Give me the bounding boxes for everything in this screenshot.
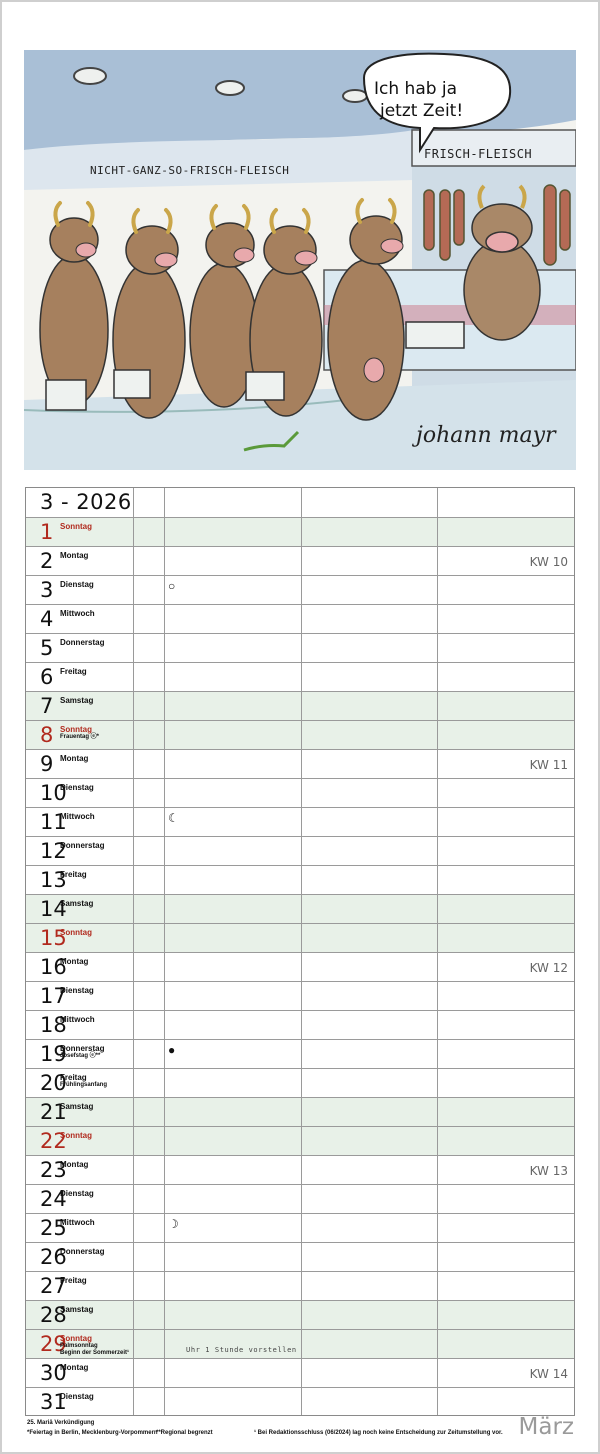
day-number: 16 (40, 955, 67, 979)
day-name: Sonntag (60, 522, 92, 531)
day-number: 29 (40, 1332, 67, 1356)
day-row[interactable] (26, 894, 574, 923)
day-name: Montag (60, 1160, 89, 1169)
day-number: 20 (40, 1071, 67, 1095)
calendar-week: KW 13 (529, 1164, 568, 1178)
day-row[interactable] (26, 1300, 574, 1329)
day-row[interactable] (26, 836, 574, 865)
month-label: März (518, 1414, 574, 1440)
day-row[interactable] (26, 749, 574, 778)
day-name: Montag (60, 957, 89, 966)
day-number: 27 (40, 1274, 67, 1298)
sign-right: FRISCH-FLEISCH (424, 147, 533, 161)
day-note: Palmsonntag Beginn der Sommerzeit¹ (60, 1343, 130, 1356)
day-row[interactable] (26, 1387, 574, 1416)
speech-line-1: Ich hab ja (374, 79, 458, 99)
day-row[interactable] (26, 1039, 574, 1068)
calendar-week: KW 11 (529, 758, 568, 772)
day-name: Sonntag (60, 725, 92, 734)
day-number: 24 (40, 1187, 67, 1211)
day-row[interactable] (26, 575, 574, 604)
day-number: 19 (40, 1042, 67, 1066)
calendar-week: KW 10 (529, 555, 568, 569)
day-number: 11 (40, 810, 67, 834)
day-name: Samstag (60, 1102, 94, 1111)
cartoon-illustration (24, 50, 576, 470)
day-row[interactable] (26, 981, 574, 1010)
day-name: Samstag (60, 1305, 94, 1314)
day-row[interactable] (26, 517, 574, 546)
day-name: Montag (60, 754, 89, 763)
speech-line-2: jetzt Zeit! (380, 101, 464, 121)
day-number: 18 (40, 1013, 67, 1037)
day-name: Samstag (60, 696, 94, 705)
day-number: 26 (40, 1245, 67, 1269)
footnote-holiday: 25. Mariä Verkündigung (27, 1420, 95, 1426)
day-name: Dienstag (60, 986, 94, 995)
day-name: Dienstag (60, 1392, 94, 1401)
day-row[interactable] (26, 1358, 574, 1387)
day-name: Dienstag (60, 783, 94, 792)
day-note: Frühlingsanfang (60, 1082, 107, 1088)
day-name: Donnerstag (60, 841, 105, 850)
day-number: 8 (40, 723, 54, 747)
day-row[interactable] (26, 691, 574, 720)
day-name: Freitag (60, 870, 87, 879)
month-year-title: 3 - 2026 (40, 490, 132, 514)
day-number: 14 (40, 897, 67, 921)
artist-signature: johann mayr (416, 423, 556, 448)
day-row[interactable] (26, 778, 574, 807)
calendar-week: KW 14 (529, 1367, 568, 1381)
day-number: 25 (40, 1216, 67, 1240)
day-number: 31 (40, 1390, 67, 1414)
handwritten-note: Uhr 1 Stunde vorstellen (186, 1346, 297, 1354)
day-row[interactable] (26, 1271, 574, 1300)
day-row[interactable] (26, 604, 574, 633)
day-number: 5 (40, 636, 54, 660)
day-row[interactable] (26, 1068, 574, 1097)
day-name: Sonntag (60, 1131, 92, 1140)
day-name: Dienstag (60, 580, 94, 589)
day-number: 9 (40, 752, 54, 776)
day-row[interactable] (26, 546, 574, 575)
calendar-header (26, 488, 574, 517)
day-number: 30 (40, 1361, 67, 1385)
day-note: Josefstag ⓔ** (60, 1053, 101, 1059)
day-number: 6 (40, 665, 54, 689)
day-row[interactable] (26, 720, 574, 749)
day-number: 4 (40, 607, 54, 631)
day-name: Sonntag (60, 1334, 92, 1343)
footnote-feiertag: *Feiertag in Berlin, Mecklenburg-Vorpommern (27, 1430, 158, 1436)
moon-phase-icon: ○ (168, 579, 176, 593)
moon-phase-icon: ● (168, 1043, 176, 1057)
day-row[interactable] (26, 952, 574, 981)
day-name: Mittwoch (60, 1015, 95, 1024)
day-number: 3 (40, 578, 54, 602)
day-number: 1 (40, 520, 54, 544)
day-name: Sonntag (60, 928, 92, 937)
day-number: 2 (40, 549, 54, 573)
day-number: 17 (40, 984, 67, 1008)
calendar-week: KW 12 (529, 961, 568, 975)
day-name: Montag (60, 551, 89, 560)
day-name: Montag (60, 1363, 89, 1372)
day-row[interactable] (26, 1010, 574, 1039)
day-name: Mittwoch (60, 1218, 95, 1227)
moon-phase-icon: ☽ (168, 1217, 179, 1231)
day-number: 28 (40, 1303, 67, 1327)
day-row[interactable] (26, 865, 574, 894)
day-note: Frauentag ⓔ* (60, 734, 100, 740)
moon-phase-icon: ☾ (168, 811, 179, 825)
day-number: 13 (40, 868, 67, 892)
day-name: Donnerstag (60, 638, 105, 647)
day-row[interactable] (26, 1329, 574, 1358)
day-name: Donnerstag (60, 1247, 105, 1256)
day-name: Mittwoch (60, 609, 95, 618)
footnote-zeitumstellung: ¹ Bei Redaktionsschluss (06/2024) lag noch keine Entscheidung zur Zeitumstellung vor. (254, 1430, 503, 1436)
day-row[interactable] (26, 807, 574, 836)
day-row[interactable] (26, 923, 574, 952)
day-number: 10 (40, 781, 67, 805)
calendar-grid (25, 487, 575, 1416)
day-name: Donnerstag (60, 1044, 105, 1053)
day-row[interactable] (26, 633, 574, 662)
sign-left: NICHT-GANZ-SO-FRISCH-FLEISCH (90, 164, 290, 177)
day-row[interactable] (26, 662, 574, 691)
day-number: 12 (40, 839, 67, 863)
day-name: Freitag (60, 667, 87, 676)
day-name: Freitag (60, 1276, 87, 1285)
day-number: 7 (40, 694, 54, 718)
footnote-regional: **Regional begrenzt (156, 1430, 213, 1436)
day-row[interactable] (26, 1097, 574, 1126)
day-number: 15 (40, 926, 67, 950)
day-name: Mittwoch (60, 812, 95, 821)
day-row[interactable] (26, 1242, 574, 1271)
day-number: 22 (40, 1129, 67, 1153)
day-name: Freitag (60, 1073, 87, 1082)
day-number: 23 (40, 1158, 67, 1182)
day-row[interactable] (26, 1213, 574, 1242)
day-name: Dienstag (60, 1189, 94, 1198)
day-row[interactable] (26, 1184, 574, 1213)
day-number: 21 (40, 1100, 67, 1124)
day-name: Samstag (60, 899, 94, 908)
day-row[interactable] (26, 1126, 574, 1155)
day-row[interactable] (26, 1155, 574, 1184)
